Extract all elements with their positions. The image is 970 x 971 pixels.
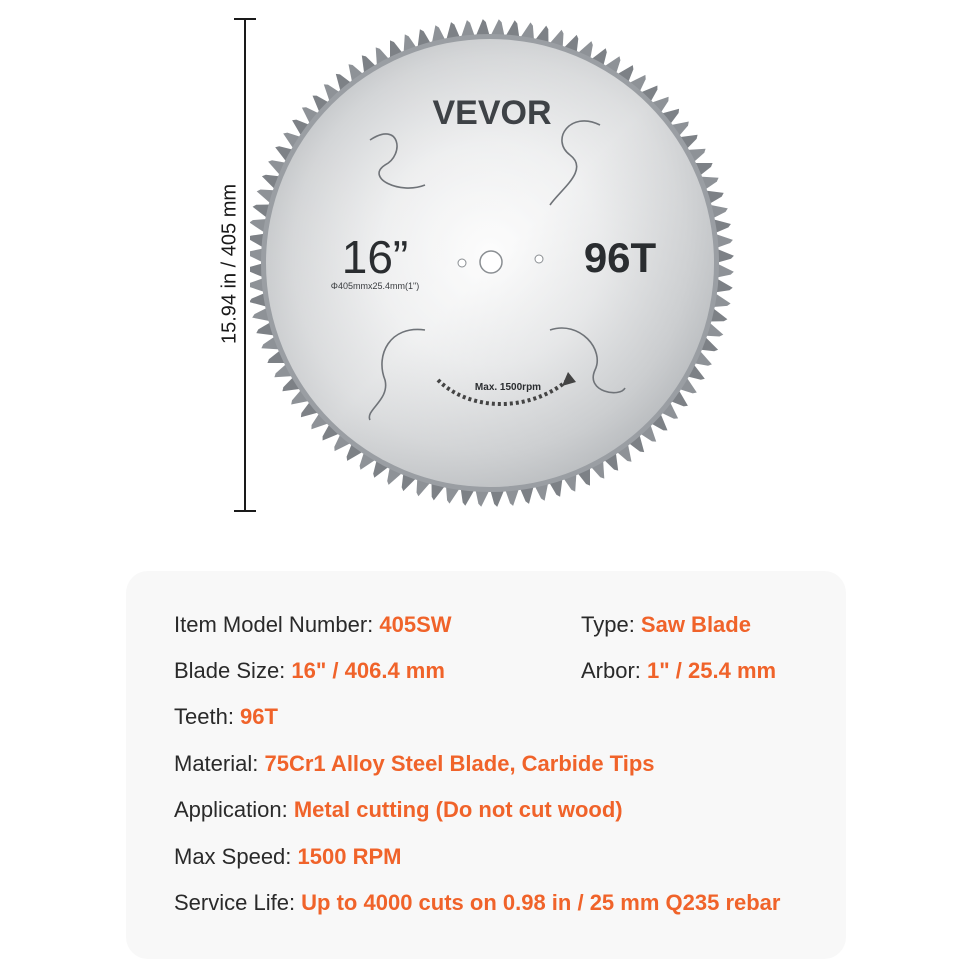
spec-row-type: Type: Saw Blade [581, 612, 751, 637]
blade-brand: VEVOR [432, 94, 552, 132]
blade-teeth-label: 96T [583, 234, 657, 281]
blade-diameter: 16” [341, 231, 409, 283]
spec-row-service-life: Service Life: Up to 4000 cuts on 0.98 in / 25 mm Q235 rebar [174, 890, 781, 915]
saw-blade-image [250, 0, 750, 530]
arbor-hole [480, 251, 502, 273]
spec-row-max-speed: Max Speed: 1500 RPM [174, 844, 402, 869]
spec-row-application: Application: Metal cutting (Do not cut wood) [174, 797, 623, 822]
spec-row-arbor: Arbor: 1" / 25.4 mm [581, 658, 777, 683]
dimension-line [244, 19, 246, 511]
spec-row-blade-size: Blade Size: 16" / 406.4 mm [174, 658, 445, 683]
dimension-label: 15.94 in / 405 mm [218, 183, 241, 345]
spec-row-teeth: Teeth: 96T [174, 704, 278, 729]
spec-row-material: Material: 75Cr1 Alloy Steel Blade, Carbide Tips [174, 751, 655, 776]
spec-row-model-number: Item Model Number: 405SW [174, 612, 452, 637]
pin-hole-left [458, 259, 466, 267]
blade-spec-text: Φ405mmx25.4mm(1") [330, 281, 420, 291]
blade-rpm-text: Max. 1500rpm [474, 382, 542, 393]
pin-hole-right [535, 255, 543, 263]
